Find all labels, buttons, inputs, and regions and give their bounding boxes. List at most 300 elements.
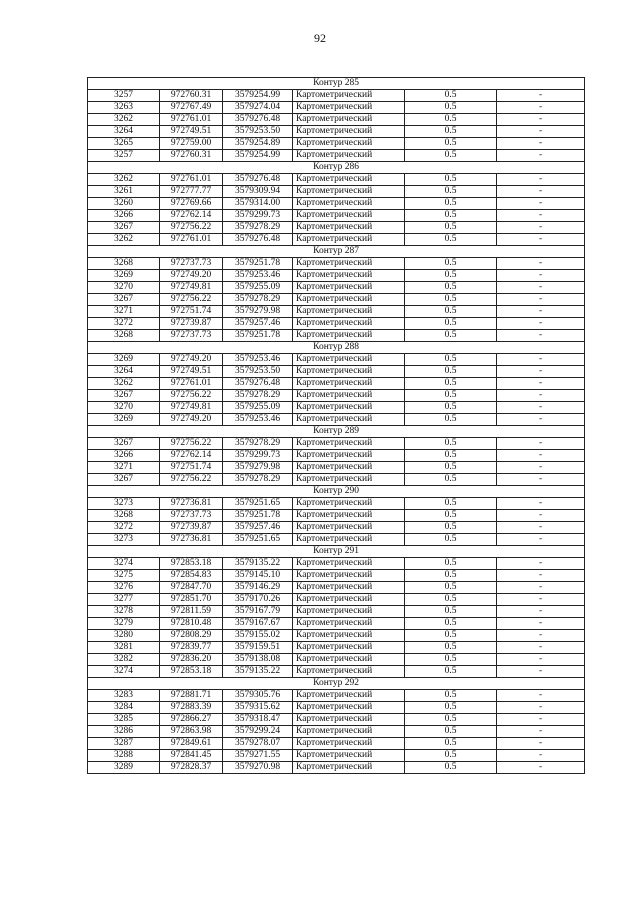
point-number: 3275	[88, 570, 160, 582]
point-number: 3270	[88, 402, 160, 414]
note-cell: -	[497, 570, 585, 582]
method-cell: Картометрический	[293, 198, 405, 210]
accuracy-cell: 0.5	[405, 378, 497, 390]
note-cell: -	[497, 174, 585, 186]
coord-x: 972751.74	[160, 462, 223, 474]
note-cell: -	[497, 594, 585, 606]
note-cell: -	[497, 270, 585, 282]
table-row	[88, 258, 585, 270]
point-number: 3287	[88, 738, 160, 750]
table-row	[88, 138, 585, 150]
accuracy-cell: 0.5	[405, 330, 497, 342]
table-row	[88, 630, 585, 642]
method-cell: Картометрический	[293, 294, 405, 306]
table-row	[88, 222, 585, 234]
coord-y: 3579257.46	[223, 318, 293, 330]
coord-x: 972756.22	[160, 294, 223, 306]
point-number: 3271	[88, 462, 160, 474]
table-row	[88, 282, 585, 294]
accuracy-cell: 0.5	[405, 210, 497, 222]
coord-y: 3579253.50	[223, 126, 293, 138]
coord-x: 972808.29	[160, 630, 223, 642]
point-number: 3280	[88, 630, 160, 642]
note-cell: -	[497, 90, 585, 102]
coord-y: 3579315.62	[223, 702, 293, 714]
method-cell: Картометрический	[293, 714, 405, 726]
point-number: 3266	[88, 450, 160, 462]
method-cell: Картометрический	[293, 462, 405, 474]
method-cell: Картометрический	[293, 234, 405, 246]
method-cell: Картометрический	[293, 390, 405, 402]
contour-header-row	[88, 342, 585, 354]
method-cell: Картометрический	[293, 222, 405, 234]
method-cell: Картометрический	[293, 606, 405, 618]
method-cell: Картометрический	[293, 618, 405, 630]
accuracy-cell: 0.5	[405, 702, 497, 714]
coord-x: 972841.45	[160, 750, 223, 762]
method-cell: Картометрический	[293, 522, 405, 534]
table-row	[88, 570, 585, 582]
note-cell: -	[497, 474, 585, 486]
coord-y: 3579279.98	[223, 462, 293, 474]
note-cell: -	[497, 390, 585, 402]
method-cell: Картометрический	[293, 654, 405, 666]
coord-y: 3579255.09	[223, 402, 293, 414]
table-row	[88, 534, 585, 546]
coord-x: 972756.22	[160, 390, 223, 402]
note-cell: -	[497, 582, 585, 594]
table-row	[88, 558, 585, 570]
coord-x: 972849.61	[160, 738, 223, 750]
point-number: 3267	[88, 390, 160, 402]
accuracy-cell: 0.5	[405, 318, 497, 330]
method-cell: Картометрический	[293, 582, 405, 594]
point-number: 3264	[88, 366, 160, 378]
coord-y: 3579305.76	[223, 690, 293, 702]
table-row	[88, 498, 585, 510]
coord-x: 972811.59	[160, 606, 223, 618]
note-cell: -	[497, 354, 585, 366]
method-cell: Картометрический	[293, 666, 405, 678]
coord-x: 972762.14	[160, 210, 223, 222]
point-number: 3274	[88, 666, 160, 678]
coord-y: 3579135.22	[223, 666, 293, 678]
coord-y: 3579274.04	[223, 102, 293, 114]
note-cell: -	[497, 714, 585, 726]
coord-x: 972777.77	[160, 186, 223, 198]
point-number: 3272	[88, 522, 160, 534]
coord-x: 972853.18	[160, 666, 223, 678]
note-cell: -	[497, 126, 585, 138]
point-number: 3276	[88, 582, 160, 594]
coord-x: 972761.01	[160, 114, 223, 126]
accuracy-cell: 0.5	[405, 606, 497, 618]
accuracy-cell: 0.5	[405, 438, 497, 450]
method-cell: Картометрический	[293, 330, 405, 342]
accuracy-cell: 0.5	[405, 750, 497, 762]
accuracy-cell: 0.5	[405, 690, 497, 702]
coord-y: 3579251.65	[223, 498, 293, 510]
contour-title: Контур 285	[88, 78, 585, 90]
note-cell: -	[497, 258, 585, 270]
table-row	[88, 102, 585, 114]
coord-y: 3579318.47	[223, 714, 293, 726]
note-cell: -	[497, 318, 585, 330]
note-cell: -	[497, 306, 585, 318]
note-cell: -	[497, 522, 585, 534]
note-cell: -	[497, 378, 585, 390]
method-cell: Картометрический	[293, 558, 405, 570]
coord-y: 3579167.79	[223, 606, 293, 618]
coord-y: 3579278.29	[223, 438, 293, 450]
point-number: 3257	[88, 150, 160, 162]
table-row	[88, 366, 585, 378]
coord-y: 3579167.67	[223, 618, 293, 630]
coord-x: 972836.20	[160, 654, 223, 666]
contour-title: Контур 287	[88, 246, 585, 258]
coord-x: 972736.81	[160, 498, 223, 510]
accuracy-cell: 0.5	[405, 102, 497, 114]
table-row	[88, 378, 585, 390]
coord-x: 972759.00	[160, 138, 223, 150]
coord-x: 972756.22	[160, 222, 223, 234]
coord-y: 3579159.51	[223, 642, 293, 654]
note-cell: -	[497, 690, 585, 702]
method-cell: Картометрический	[293, 174, 405, 186]
accuracy-cell: 0.5	[405, 306, 497, 318]
contour-title: Контур 289	[88, 426, 585, 438]
coord-x: 972737.73	[160, 330, 223, 342]
method-cell: Картометрический	[293, 378, 405, 390]
table-row	[88, 738, 585, 750]
method-cell: Картометрический	[293, 474, 405, 486]
point-number: 3261	[88, 186, 160, 198]
table-row	[88, 114, 585, 126]
method-cell: Картометрический	[293, 534, 405, 546]
method-cell: Картометрический	[293, 306, 405, 318]
note-cell: -	[497, 666, 585, 678]
accuracy-cell: 0.5	[405, 630, 497, 642]
note-cell: -	[497, 414, 585, 426]
coord-x: 972866.27	[160, 714, 223, 726]
note-cell: -	[497, 282, 585, 294]
coord-x: 972760.31	[160, 90, 223, 102]
method-cell: Картометрический	[293, 498, 405, 510]
coord-x: 972881.71	[160, 690, 223, 702]
point-number: 3268	[88, 510, 160, 522]
note-cell: -	[497, 102, 585, 114]
contour-header-row	[88, 246, 585, 258]
coord-y: 3579251.78	[223, 510, 293, 522]
coordinates-table	[87, 77, 585, 774]
coord-x: 972760.31	[160, 150, 223, 162]
accuracy-cell: 0.5	[405, 402, 497, 414]
coord-y: 3579278.29	[223, 390, 293, 402]
coord-y: 3579278.29	[223, 294, 293, 306]
coord-x: 972883.39	[160, 702, 223, 714]
table-row	[88, 90, 585, 102]
note-cell: -	[497, 654, 585, 666]
point-number: 3267	[88, 438, 160, 450]
table-row	[88, 462, 585, 474]
accuracy-cell: 0.5	[405, 474, 497, 486]
table-row	[88, 750, 585, 762]
point-number: 3278	[88, 606, 160, 618]
table-row	[88, 522, 585, 534]
method-cell: Картометрический	[293, 318, 405, 330]
coord-x: 972762.14	[160, 450, 223, 462]
coord-y: 3579276.48	[223, 114, 293, 126]
note-cell: -	[497, 534, 585, 546]
coord-y: 3579279.98	[223, 306, 293, 318]
coord-y: 3579145.10	[223, 570, 293, 582]
coord-y: 3579254.99	[223, 150, 293, 162]
accuracy-cell: 0.5	[405, 450, 497, 462]
point-number: 3277	[88, 594, 160, 606]
note-cell: -	[497, 510, 585, 522]
accuracy-cell: 0.5	[405, 570, 497, 582]
accuracy-cell: 0.5	[405, 738, 497, 750]
table-row	[88, 438, 585, 450]
accuracy-cell: 0.5	[405, 174, 497, 186]
coord-x: 972854.83	[160, 570, 223, 582]
accuracy-cell: 0.5	[405, 666, 497, 678]
point-number: 3260	[88, 198, 160, 210]
table-row	[88, 666, 585, 678]
accuracy-cell: 0.5	[405, 270, 497, 282]
coord-x: 972767.49	[160, 102, 223, 114]
accuracy-cell: 0.5	[405, 510, 497, 522]
note-cell: -	[497, 726, 585, 738]
table-row	[88, 390, 585, 402]
accuracy-cell: 0.5	[405, 150, 497, 162]
point-number: 3266	[88, 210, 160, 222]
coord-y: 3579251.78	[223, 258, 293, 270]
table-row	[88, 474, 585, 486]
method-cell: Картометрический	[293, 138, 405, 150]
point-number: 3288	[88, 750, 160, 762]
point-number: 3273	[88, 498, 160, 510]
contour-header-row	[88, 546, 585, 558]
coord-y: 3579253.46	[223, 414, 293, 426]
method-cell: Картометрический	[293, 402, 405, 414]
coord-y: 3579255.09	[223, 282, 293, 294]
point-number: 3262	[88, 378, 160, 390]
table-row	[88, 330, 585, 342]
point-number: 3274	[88, 558, 160, 570]
note-cell: -	[497, 750, 585, 762]
note-cell: -	[497, 234, 585, 246]
note-cell: -	[497, 294, 585, 306]
note-cell: -	[497, 198, 585, 210]
table-row	[88, 174, 585, 186]
accuracy-cell: 0.5	[405, 390, 497, 402]
table-row	[88, 618, 585, 630]
method-cell: Картометрический	[293, 126, 405, 138]
coord-y: 3579253.50	[223, 366, 293, 378]
accuracy-cell: 0.5	[405, 294, 497, 306]
table-row	[88, 510, 585, 522]
note-cell: -	[497, 114, 585, 126]
note-cell: -	[497, 702, 585, 714]
accuracy-cell: 0.5	[405, 582, 497, 594]
note-cell: -	[497, 618, 585, 630]
note-cell: -	[497, 330, 585, 342]
coord-x: 972749.81	[160, 282, 223, 294]
contour-header-row	[88, 678, 585, 690]
point-number: 3279	[88, 618, 160, 630]
table-row	[88, 414, 585, 426]
coord-y: 3579299.73	[223, 210, 293, 222]
note-cell: -	[497, 186, 585, 198]
accuracy-cell: 0.5	[405, 594, 497, 606]
point-number: 3268	[88, 258, 160, 270]
coord-y: 3579254.99	[223, 90, 293, 102]
accuracy-cell: 0.5	[405, 726, 497, 738]
accuracy-cell: 0.5	[405, 258, 497, 270]
coord-x: 972749.51	[160, 366, 223, 378]
coord-y: 3579299.73	[223, 450, 293, 462]
table-row	[88, 198, 585, 210]
accuracy-cell: 0.5	[405, 90, 497, 102]
table-row	[88, 126, 585, 138]
accuracy-cell: 0.5	[405, 462, 497, 474]
coord-y: 3579254.89	[223, 138, 293, 150]
coord-y: 3579170.26	[223, 594, 293, 606]
method-cell: Картометрический	[293, 738, 405, 750]
method-cell: Картометрический	[293, 750, 405, 762]
accuracy-cell: 0.5	[405, 234, 497, 246]
note-cell: -	[497, 450, 585, 462]
coord-y: 3579155.02	[223, 630, 293, 642]
coord-x: 972756.22	[160, 438, 223, 450]
accuracy-cell: 0.5	[405, 198, 497, 210]
table-row	[88, 186, 585, 198]
accuracy-cell: 0.5	[405, 558, 497, 570]
point-number: 3268	[88, 330, 160, 342]
accuracy-cell: 0.5	[405, 414, 497, 426]
coord-x: 972847.70	[160, 582, 223, 594]
coord-y: 3579271.55	[223, 750, 293, 762]
accuracy-cell: 0.5	[405, 126, 497, 138]
coord-x: 972749.20	[160, 414, 223, 426]
contour-header-row	[88, 486, 585, 498]
method-cell: Картометрический	[293, 762, 405, 774]
point-number: 3289	[88, 762, 160, 774]
method-cell: Картометрический	[293, 258, 405, 270]
point-number: 3267	[88, 222, 160, 234]
point-number: 3267	[88, 294, 160, 306]
point-number: 3286	[88, 726, 160, 738]
coord-x: 972736.81	[160, 534, 223, 546]
point-number: 3284	[88, 702, 160, 714]
note-cell: -	[497, 642, 585, 654]
note-cell: -	[497, 630, 585, 642]
note-cell: -	[497, 762, 585, 774]
accuracy-cell: 0.5	[405, 714, 497, 726]
table-row	[88, 606, 585, 618]
point-number: 3282	[88, 654, 160, 666]
table-row	[88, 306, 585, 318]
table-row	[88, 762, 585, 774]
point-number: 3262	[88, 234, 160, 246]
contour-title: Контур 290	[88, 486, 585, 498]
method-cell: Картометрический	[293, 150, 405, 162]
point-number: 3269	[88, 354, 160, 366]
table-row	[88, 690, 585, 702]
method-cell: Картометрический	[293, 630, 405, 642]
point-number: 3269	[88, 270, 160, 282]
page-number: 92	[314, 31, 326, 45]
method-cell: Картометрический	[293, 186, 405, 198]
accuracy-cell: 0.5	[405, 354, 497, 366]
table-row	[88, 642, 585, 654]
coord-x: 972737.73	[160, 258, 223, 270]
coord-y: 3579257.46	[223, 522, 293, 534]
accuracy-cell: 0.5	[405, 222, 497, 234]
coord-y: 3579253.46	[223, 270, 293, 282]
note-cell: -	[497, 402, 585, 414]
accuracy-cell: 0.5	[405, 762, 497, 774]
coord-y: 3579251.78	[223, 330, 293, 342]
point-number: 3265	[88, 138, 160, 150]
table-row	[88, 270, 585, 282]
coord-y: 3579270.98	[223, 762, 293, 774]
note-cell: -	[497, 366, 585, 378]
table-row	[88, 150, 585, 162]
method-cell: Картометрический	[293, 414, 405, 426]
accuracy-cell: 0.5	[405, 138, 497, 150]
coord-x: 972851.70	[160, 594, 223, 606]
contour-title: Контур 288	[88, 342, 585, 354]
note-cell: -	[497, 462, 585, 474]
coord-x: 972737.73	[160, 510, 223, 522]
method-cell: Картометрический	[293, 642, 405, 654]
method-cell: Картометрический	[293, 102, 405, 114]
coord-y: 3579138.08	[223, 654, 293, 666]
accuracy-cell: 0.5	[405, 114, 497, 126]
point-number: 3257	[88, 90, 160, 102]
method-cell: Картометрический	[293, 354, 405, 366]
contour-title: Контур 291	[88, 546, 585, 558]
note-cell: -	[497, 150, 585, 162]
coord-y: 3579146.29	[223, 582, 293, 594]
coord-x: 972810.48	[160, 618, 223, 630]
point-number: 3271	[88, 306, 160, 318]
accuracy-cell: 0.5	[405, 522, 497, 534]
point-number: 3281	[88, 642, 160, 654]
table-row	[88, 702, 585, 714]
coord-x: 972749.20	[160, 270, 223, 282]
method-cell: Картометрический	[293, 510, 405, 522]
accuracy-cell: 0.5	[405, 642, 497, 654]
table-row	[88, 234, 585, 246]
note-cell: -	[497, 438, 585, 450]
accuracy-cell: 0.5	[405, 366, 497, 378]
point-number: 3262	[88, 114, 160, 126]
coord-x: 972853.18	[160, 558, 223, 570]
point-number: 3263	[88, 102, 160, 114]
method-cell: Картометрический	[293, 594, 405, 606]
coord-y: 3579276.48	[223, 378, 293, 390]
table-row	[88, 726, 585, 738]
contour-title: Контур 292	[88, 678, 585, 690]
coord-x: 972739.87	[160, 522, 223, 534]
coord-x: 972761.01	[160, 234, 223, 246]
note-cell: -	[497, 222, 585, 234]
table-row	[88, 210, 585, 222]
coord-x: 972761.01	[160, 174, 223, 186]
